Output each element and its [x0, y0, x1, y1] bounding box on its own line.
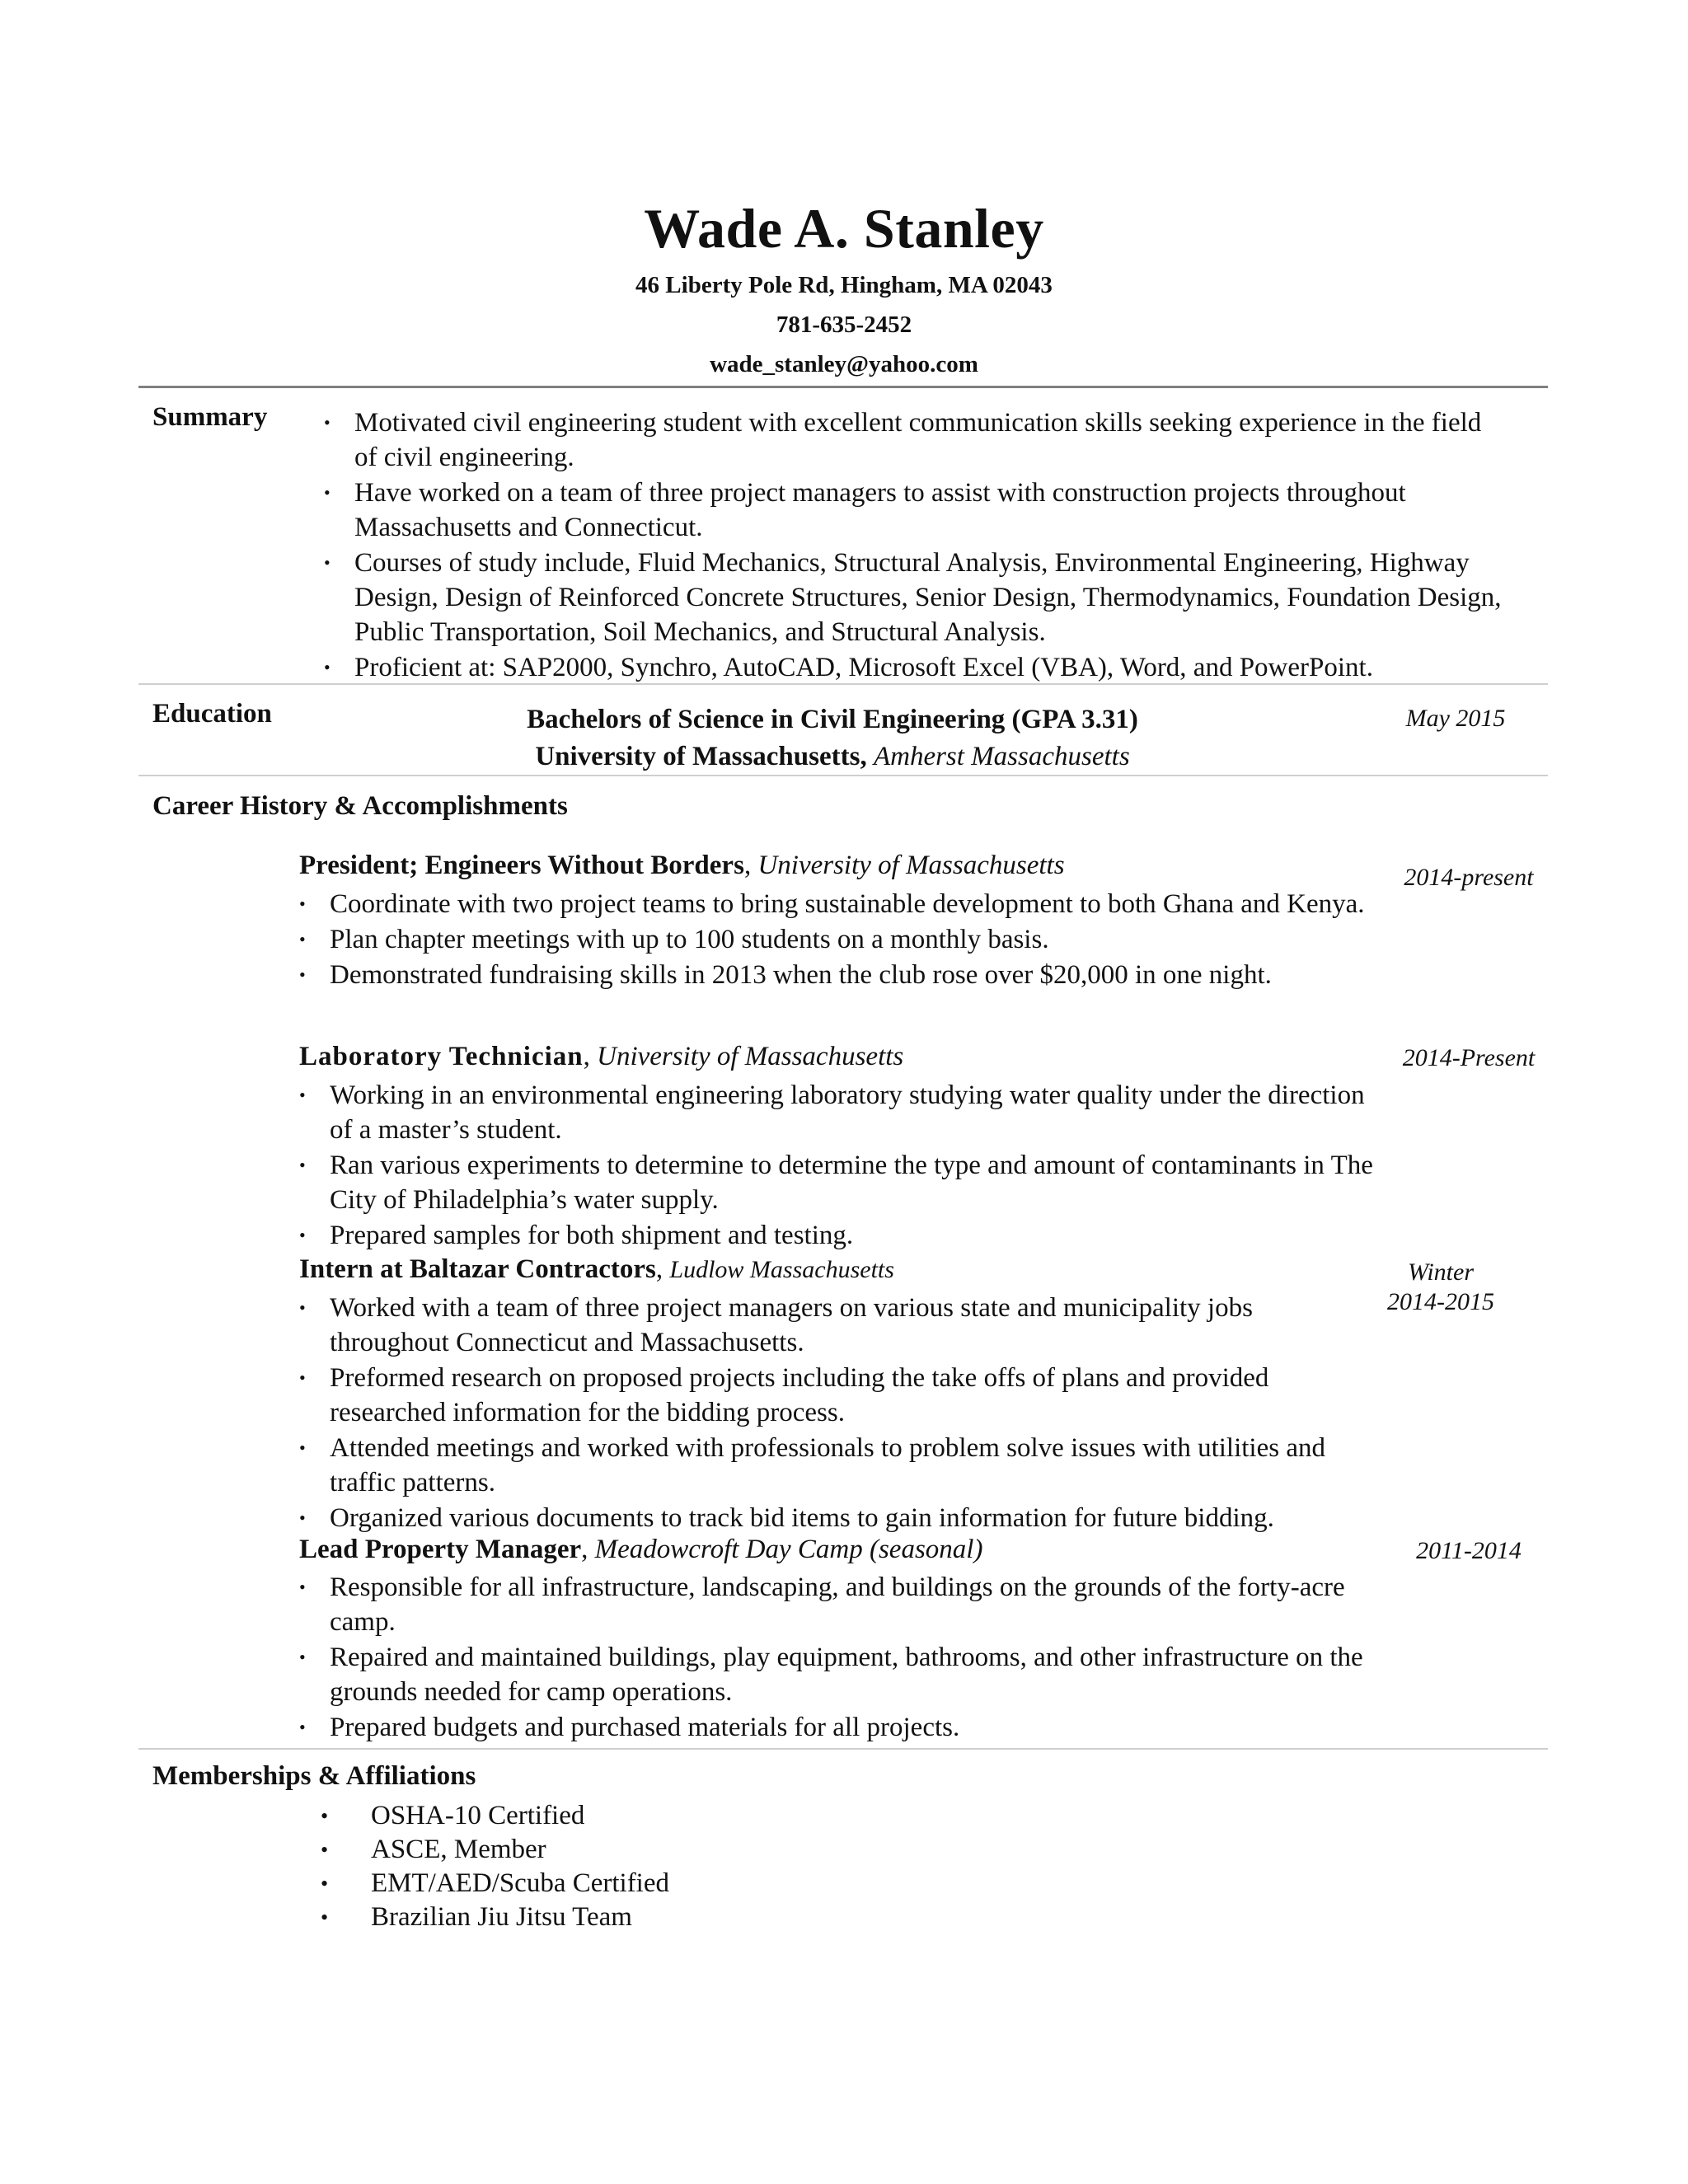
job-org: Ludlow Massachusetts [669, 1256, 894, 1283]
job-title: Lead Property Manager, Meadowcroft Day Camp (seasonal) [299, 1535, 983, 1564]
career-divider [138, 1748, 1548, 1750]
bullet-icon: • [321, 1804, 329, 1828]
bullet-icon: • [299, 893, 306, 914]
degree: Bachelors of Science in Civil Engineering (GPA 3.31) [527, 705, 1138, 734]
job-date-line1: Winter [1408, 1258, 1474, 1286]
list-item: • Worked with a team of three project managers on various state and municipality jobs throughout Connecticut and Massachusetts. [330, 1291, 1376, 1360]
bullet-icon: • [299, 1577, 306, 1597]
job-title: Laboratory Technician, University of Massachusetts [299, 1042, 904, 1071]
list-item: • Prepared budgets and purchased materials for all projects. [330, 1710, 1376, 1745]
bullet-icon: • [321, 1872, 329, 1896]
list-item: • Have worked on a team of three project managers to assist with construction projects throughout Massachusetts and Connecticut. [354, 476, 1508, 545]
bullet-icon: • [324, 657, 331, 677]
job-date: 2014-Present [1402, 1044, 1536, 1071]
list-item: • Plan chapter meetings with up to 100 students on a monthly basis. [330, 922, 1376, 957]
bullet-icon: • [299, 1225, 306, 1245]
job-role: Laboratory Technician [299, 1042, 584, 1071]
bullet-icon: • [299, 1367, 306, 1388]
bullet-icon: • [321, 1838, 329, 1862]
list-item: • Courses of study include, Fluid Mechanics, Structural Analysis, Environmental Engineering, Highway Design, Design of Reinforced Concrete Structures, Senior Design, Thermodynamics, Foundation Design, Public Transportation, Soil Mechanics, and Structural Analysis. [354, 546, 1508, 649]
memberships-heading: Memberships & Affiliations [152, 1761, 476, 1791]
bullet-icon: • [299, 964, 306, 985]
bullet-icon: • [324, 552, 331, 573]
summary-divider [138, 683, 1548, 685]
list-item: • Motivated civil engineering student with excellent communication skills seeking experience in the field of civil engineering. [354, 405, 1508, 475]
job-org: University of Massachusetts [597, 1042, 904, 1071]
bullet-icon: • [324, 482, 331, 503]
job-bullets [299, 1291, 1376, 1536]
email: wade_stanley@yahoo.com [710, 351, 978, 377]
bullet-icon: • [321, 1905, 329, 1929]
list-item: • Demonstrated fundraising skills in 2013 when the club rose over $20,000 in one night. [330, 958, 1376, 992]
list-item: • Coordinate with two project teams to bring sustainable development to both Ghana and Kenya. [330, 887, 1376, 921]
job-bullets [299, 887, 1376, 993]
list-item: • Brazilian Jiu Jitsu Team [371, 1900, 669, 1934]
school [330, 742, 1335, 772]
list-item: • EMT/AED/Scuba Certified [371, 1867, 669, 1900]
bullet-icon: • [299, 1155, 306, 1175]
list-item: • Working in an environmental engineering laboratory studying water quality under the direction of a master’s student. [330, 1078, 1376, 1147]
list-item: • Repaired and maintained buildings, play equipment, bathrooms, and other infrastructure on the grounds needed for camp operations. [330, 1640, 1376, 1709]
school-location: Amherst Massachusetts [873, 742, 1130, 771]
bullet-icon: • [299, 1507, 306, 1528]
bullet-icon: • [299, 1647, 306, 1667]
summary-heading: Summary [152, 402, 268, 432]
job-role: Intern at Baltazar Contractors [299, 1254, 656, 1284]
list-item: • Responsible for all infrastructure, landscaping, and buildings on the grounds of the forty-acre camp. [330, 1570, 1376, 1639]
job-role: President; Engineers Without Borders [299, 851, 744, 880]
phone: 781-635-2452 [776, 312, 912, 338]
header-divider [138, 386, 1548, 388]
education-divider [138, 775, 1548, 776]
career-heading: Career History & Accomplishments [152, 791, 568, 821]
list-item: • OSHA-10 Certified [371, 1799, 669, 1833]
list-item: • ASCE, Member [371, 1833, 669, 1867]
list-item: • Prepared samples for both shipment and testing. [330, 1218, 1376, 1253]
job-bullets [299, 1078, 1376, 1254]
job-org: Meadowcroft Day Camp (seasonal) [594, 1535, 983, 1564]
bullet-icon: • [299, 1085, 306, 1105]
school-name: University of Massachusetts, [535, 742, 867, 771]
job-role: Lead Property Manager [299, 1535, 582, 1564]
address: 46 Liberty Pole Rd, Hingham, MA 02043 [635, 272, 1053, 298]
job-date: 2014-present [1404, 864, 1534, 891]
bullet-icon: • [299, 1717, 306, 1737]
job-title: Intern at Baltazar Contractors, Ludlow Massachusetts [299, 1254, 894, 1284]
bullet-icon: • [299, 1437, 306, 1458]
job-org: University of Massachusetts [757, 851, 1065, 880]
bullet-icon: • [299, 1297, 306, 1318]
summary-list [324, 405, 1508, 686]
job-title: President; Engineers Without Borders, University of Massachusetts [299, 851, 1065, 880]
job-date: 2011-2014 [1416, 1537, 1522, 1564]
candidate-name: Wade A. Stanley [644, 197, 1044, 260]
job-bullets [299, 1570, 1376, 1746]
bullet-icon: • [299, 929, 306, 949]
education-date: May 2015 [1405, 705, 1506, 732]
memberships-list [321, 1799, 670, 1934]
list-item: • Proficient at: SAP2000, Synchro, AutoCAD, Microsoft Excel (VBA), Word, and PowerPoint. [354, 650, 1508, 685]
education-heading: Education [152, 699, 272, 729]
job-date-line2: 2014-2015 [1387, 1288, 1494, 1315]
list-item: • Organized various documents to track bid items to gain information for future bidding. [330, 1501, 1376, 1535]
list-item: • Preformed research on proposed projects including the take offs of plans and provided researched information for the bidding process. [330, 1361, 1376, 1430]
list-item: • Ran various experiments to determine to determine the type and amount of contaminants in The City of Philadelphia’s water supply. [330, 1148, 1376, 1217]
list-item: • Attended meetings and worked with professionals to problem solve issues with utilities and traffic patterns. [330, 1431, 1376, 1500]
bullet-icon: • [324, 412, 331, 433]
